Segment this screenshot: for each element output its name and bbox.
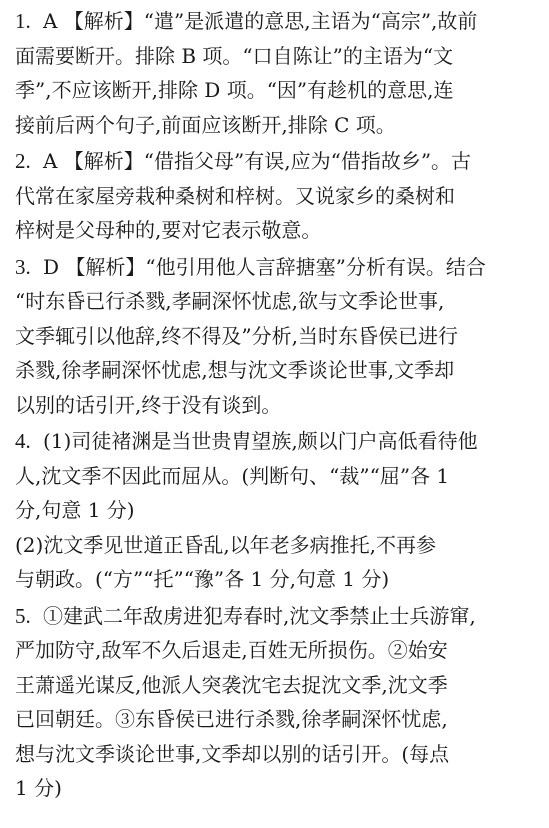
- answer-4-line-4: [0, 528, 549, 563]
- answer-4-text: 人,沈文季不因此而屈从。(判断句、“裁”“屈”各 1: [15, 463, 450, 488]
- answer-4-number: 4.: [15, 429, 31, 453]
- answer-3-line-5: [0, 388, 549, 423]
- answer-1-line-1: [0, 4, 549, 39]
- answer-2-line-1: [0, 144, 549, 179]
- answer-1-text: 接前后两个句子,前面应该断开,排除 C 项。: [15, 112, 396, 137]
- answer-5-text: 想与沈文季谈论世事,文季却以别的话引开。(每点: [15, 741, 450, 766]
- answer-5-line-3: [0, 668, 549, 703]
- answer-3-text: D 【解析】“他引用他人言辞搪塞”分析有误。结合: [43, 254, 486, 279]
- answer-5-number: 5.: [15, 603, 31, 628]
- answer-4-line-2: [0, 459, 549, 494]
- answer-5-text: 已回朝廷。③东昏侯已进行杀戮,徐孝嗣深怀忧虑,: [15, 707, 448, 731]
- answer-1-number: 1.: [15, 9, 31, 33]
- answer-3-line-4: [0, 353, 549, 388]
- answer-3-number: 3.: [15, 254, 31, 279]
- answer-4-text: 与朝政。(“方”“托”“豫”各 1 分,句意 1 分): [15, 567, 390, 591]
- answer-4-line-3: [0, 493, 549, 528]
- answer-1-text: A 【解析】“遣”是派遣的意思,主语为“高宗”,故前: [43, 9, 478, 33]
- answer-4-line-1: [0, 424, 549, 459]
- answer-5-line-5: [0, 737, 549, 772]
- answer-5-text: 严加防守,敌军不久后退走,百姓无所损伤。②始安: [15, 638, 448, 662]
- answer-1-text: 面需要断开。排除 B 项。“口自陈让”的主语为“文: [15, 43, 454, 68]
- answer-1-line-3: [0, 73, 549, 108]
- answer-4-text: (2)沈文季见世道正昏乱,以年老多病推托,不再参: [15, 532, 437, 557]
- answer-1-line-2: [0, 39, 549, 74]
- answer-5-line-1: [0, 599, 549, 634]
- answer-5-line-2: [0, 633, 549, 668]
- answer-5-text: ①建武二年敌虏进犯寿春时,沈文季禁止士兵游窜,: [43, 603, 476, 628]
- answer-2-line-2: [0, 179, 549, 214]
- answer-2-number: 2.: [15, 149, 31, 173]
- answer-2-text: 梓树是父母种的,要对它表示敬意。: [15, 218, 322, 242]
- answer-2-line-3: [0, 213, 549, 248]
- answer-5-line-6: [0, 771, 549, 806]
- answer-3-text: 文季辄引以他辞,终不得及”分析,当时东昏侯已进行: [15, 323, 458, 348]
- answer-3-text: “时东昏已行杀戮,孝嗣深怀忧虑,欲与文季论世事,: [15, 289, 445, 313]
- answer-2-text: 代常在家屋旁栽种桑树和梓树。又说家乡的桑树和: [15, 183, 455, 208]
- answer-4-line-5: [0, 562, 549, 597]
- answer-5-line-4: [0, 702, 549, 737]
- answer-3-line-1: [0, 250, 549, 285]
- answer-4-text: (1)司徒褚渊是当世贵胄望族,颇以门户高低看待他: [43, 429, 478, 453]
- answer-4-text: 分,句意 1 分): [15, 498, 135, 522]
- answer-1-line-4: [0, 108, 549, 143]
- answer-1-text: 季”,不应该断开,排除 D 项。“因”有趁机的意思,连: [15, 78, 454, 102]
- answer-3-line-2: [0, 284, 549, 319]
- answer-5-text: 1 分): [15, 776, 62, 800]
- answer-3-line-3: [0, 319, 549, 354]
- answer-3-text: 杀戮,徐孝嗣深怀忧虑,想与沈文季谈论世事,文季却: [15, 358, 455, 382]
- answer-2-text: A 【解析】“借指父母”有误,应为“借指故乡”。古: [43, 149, 472, 173]
- answer-5-text: 王萧遥光谋反,他派人突袭沈宅去捉沈文季,沈文季: [15, 672, 448, 697]
- answer-3-text: 以别的话引开,终于没有谈到。: [15, 392, 282, 417]
